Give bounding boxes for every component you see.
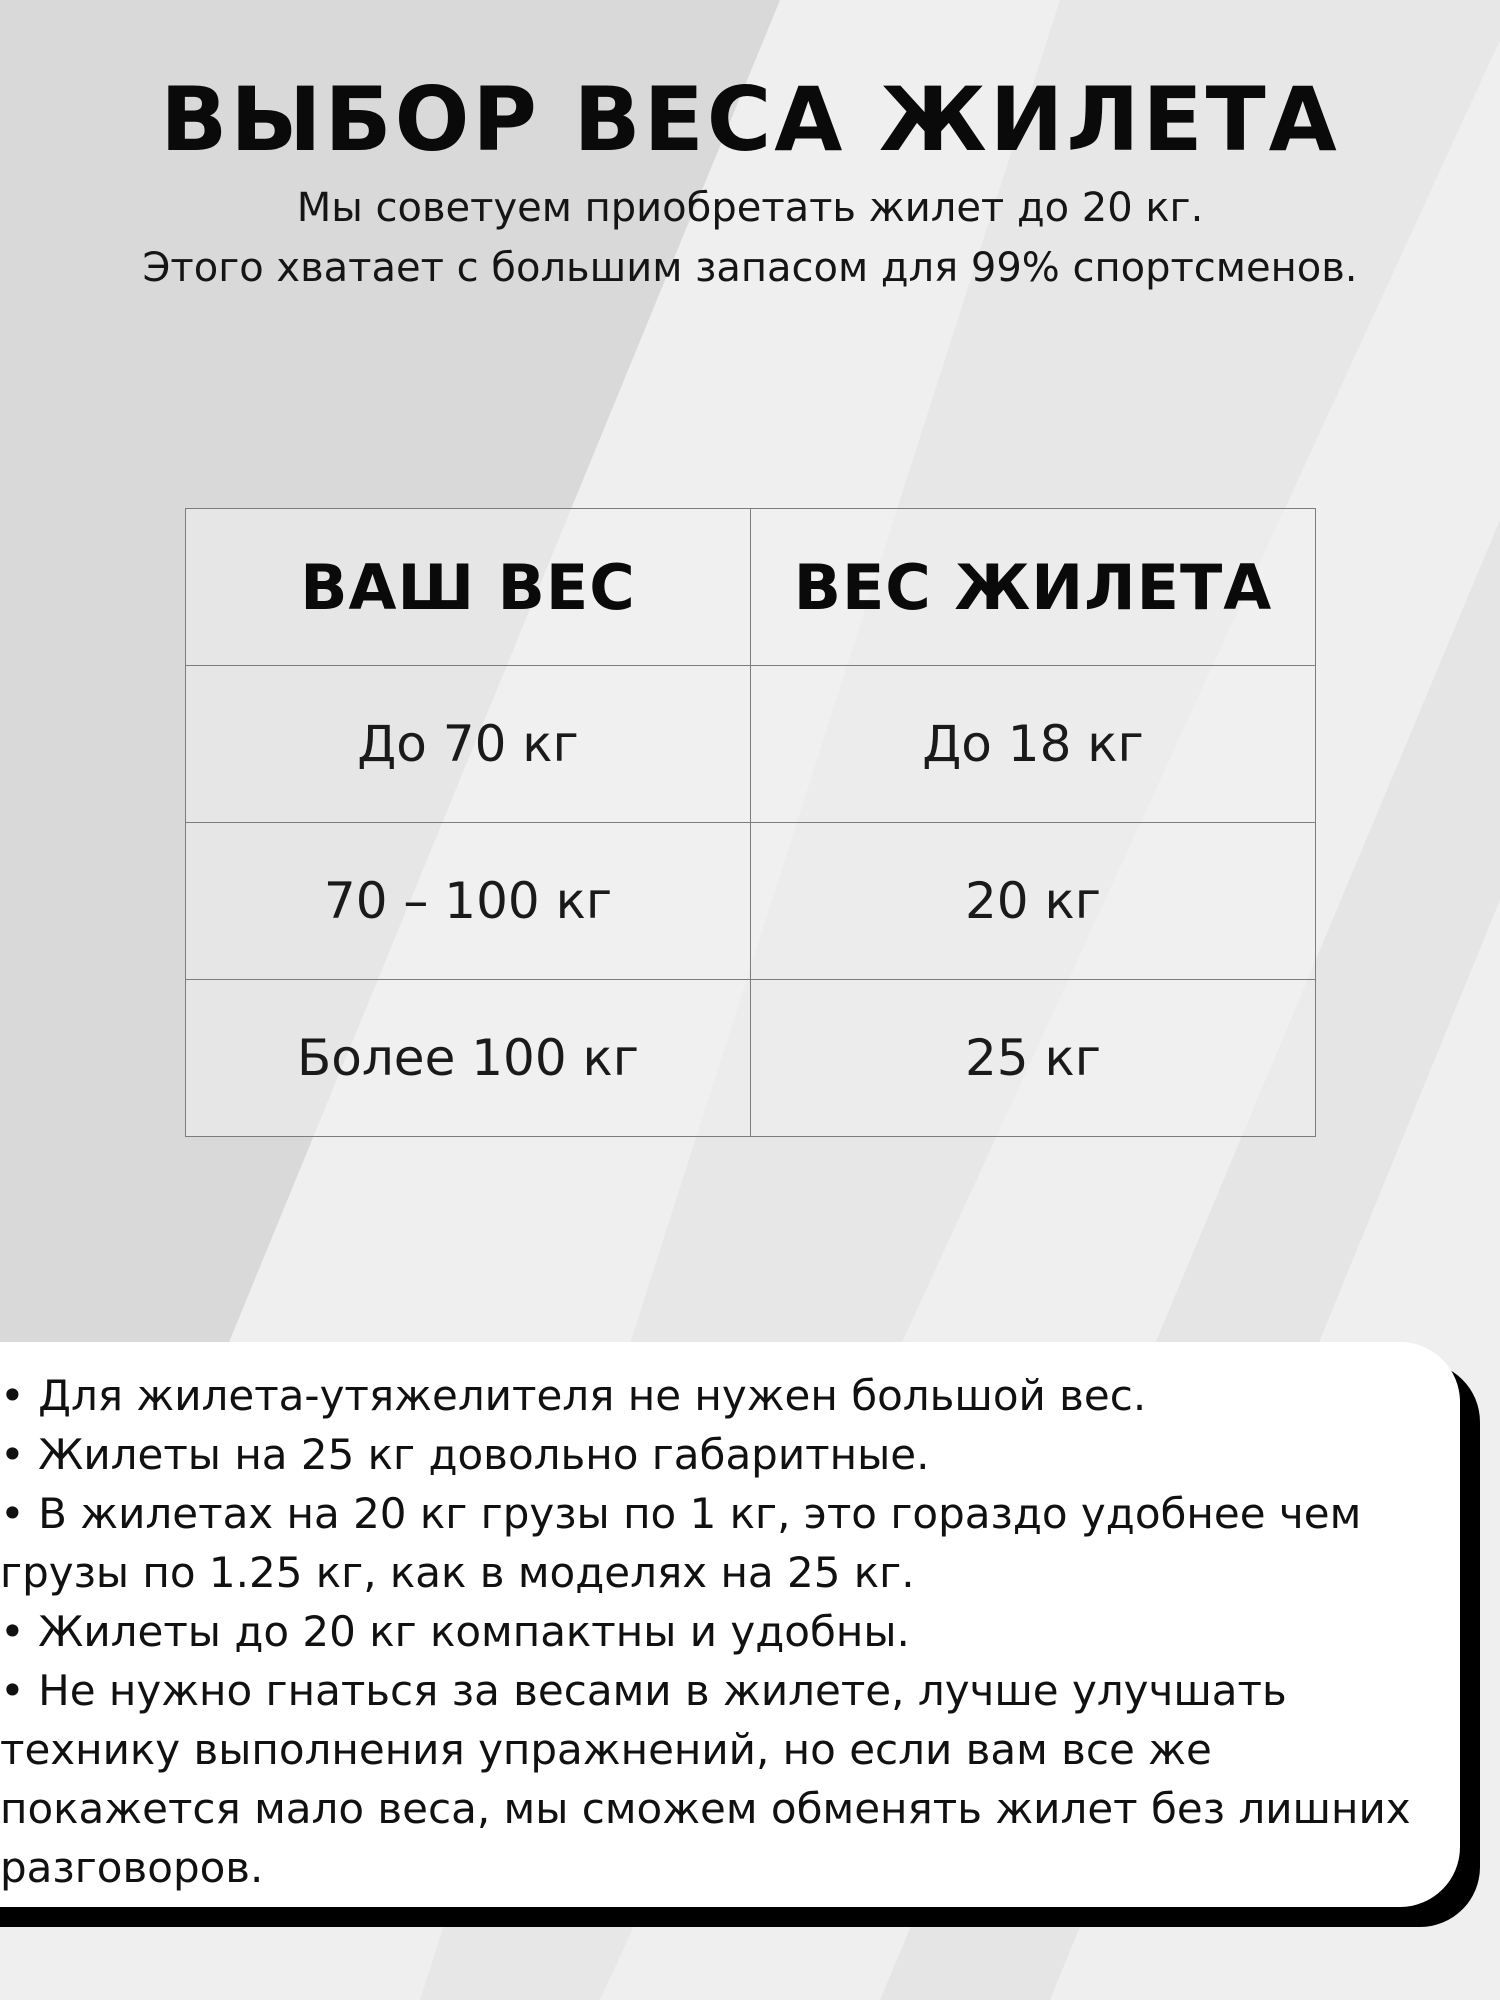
list-item: • Жилеты на 25 кг довольно габаритные. [0, 1425, 1440, 1484]
subtitle [0, 178, 1500, 298]
cell-your-weight: До 70 кг [186, 666, 751, 823]
header-your-weight: ВАШ ВЕС [186, 509, 751, 666]
list-item: • Жилеты до 20 кг компактны и удобны. [0, 1602, 1440, 1661]
subtitle-line-1: Мы советуем приобретать жилет до 20 кг. [296, 185, 1204, 231]
page-title: ВЫБОР ВЕСА ЖИЛЕТА [160, 68, 1340, 171]
table-row [186, 666, 1316, 823]
table-header-row [186, 509, 1316, 666]
weight-table [185, 508, 1316, 1137]
list-item: • Для жилета-утяжелителя не нужен большой вес. [0, 1366, 1440, 1425]
table-row [186, 980, 1316, 1137]
cell-your-weight: 70 – 100 кг [186, 823, 751, 980]
header-vest-weight: ВЕС ЖИЛЕТА [751, 509, 1316, 666]
cell-vest-weight: До 18 кг [751, 666, 1316, 823]
cell-your-weight: Более 100 кг [186, 980, 751, 1137]
list-item: • Не нужно гнаться за весами в жилете, лучше улучшать технику выполнения упражнений, но если вам все же покажется мало веса, мы сможем обменять жилет без лишних разговоров. [0, 1661, 1440, 1897]
table-row [186, 823, 1316, 980]
list-item: • В жилетах на 20 кг грузы по 1 кг, это гораздо удобнее чем грузы по 1.25 кг, как в моделях на 25 кг. [0, 1484, 1440, 1602]
header [0, 70, 1500, 298]
subtitle-line-2: Этого хватает с большим запасом для 99% спортсменов. [142, 245, 1358, 291]
cell-vest-weight: 25 кг [751, 980, 1316, 1137]
cell-vest-weight: 20 кг [751, 823, 1316, 980]
notes-list [0, 1366, 1440, 1897]
info-card [0, 1342, 1460, 1907]
